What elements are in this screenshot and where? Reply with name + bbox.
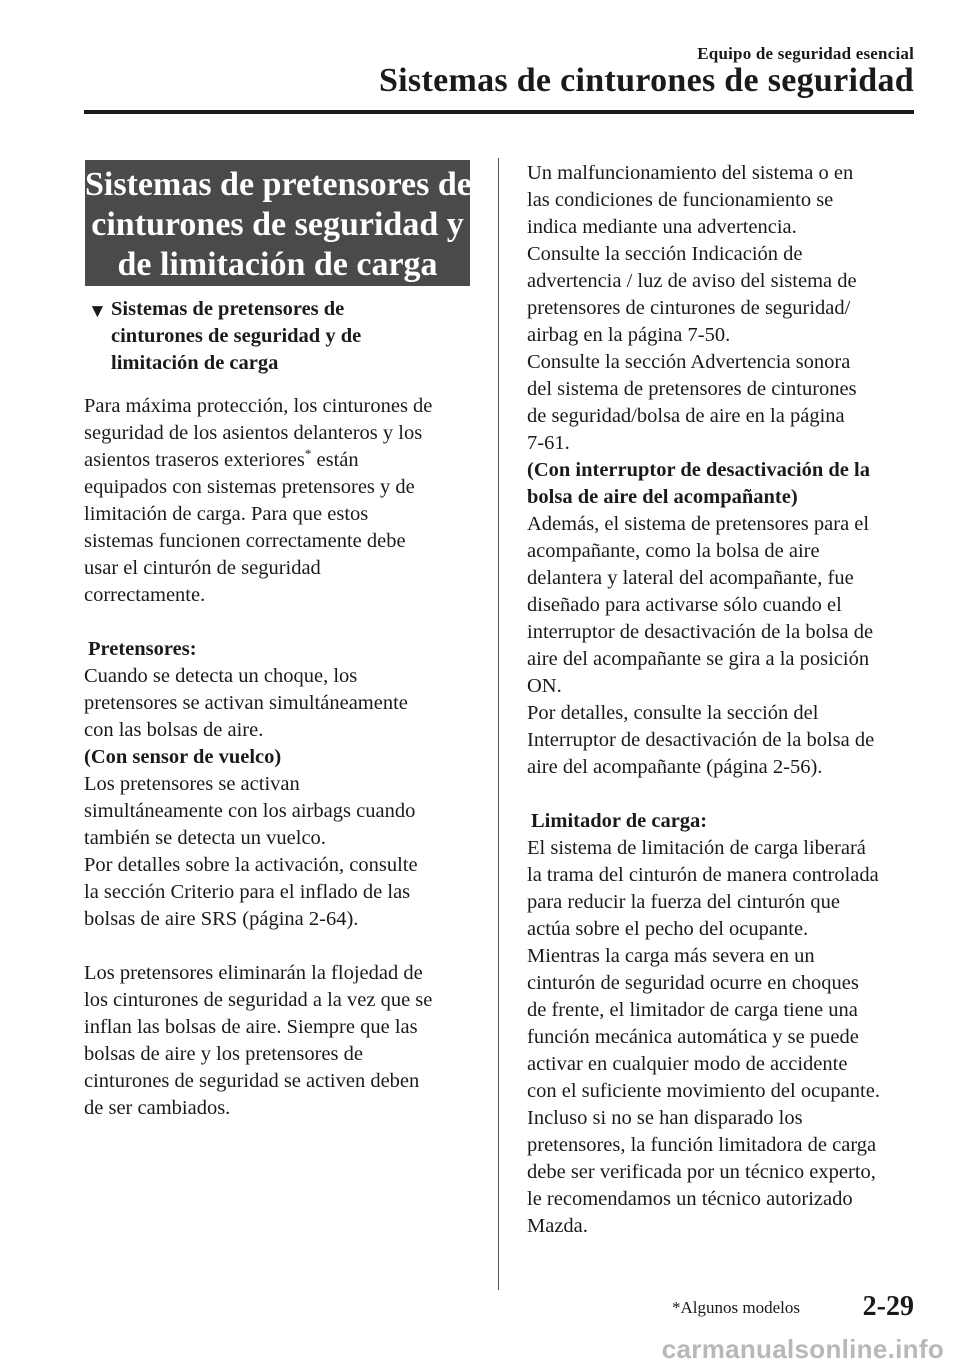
text-line: Un malfuncionamiento del sistema o en [527, 162, 854, 184]
text-line: correctamente. [84, 584, 206, 606]
text-line: 7-61. [527, 432, 570, 454]
watermark: carmanualsonline.info [661, 1334, 944, 1364]
text-line: la sección Criterio para el inflado de las [84, 881, 411, 903]
page-number: 2-29 [862, 1291, 914, 1322]
text-line: usar el cinturón de seguridad [84, 557, 321, 579]
subheading-line: cinturones de seguridad y de [111, 325, 362, 347]
text-line: ON. [527, 675, 562, 697]
text-line: con el suficiente movimiento del ocupante. [527, 1080, 880, 1102]
text-line: Por detalles sobre la activación, consulte [84, 854, 418, 876]
text-line: también se detecta un vuelco. [84, 827, 326, 849]
banner-line: de limitación de carga [117, 246, 438, 283]
text-line: del sistema de pretensores de cinturones [527, 378, 857, 400]
footnote-mark: * [304, 446, 312, 461]
text-line: pretensores se activan simultáneamente [84, 692, 408, 714]
text-line: delantera y lateral del acompañante, fue [527, 567, 854, 589]
text-line: Por detalles, consulte la sección del [527, 702, 819, 724]
text-line: función mecánica automática y se puede [527, 1026, 859, 1048]
text-line: para reducir la fuerza del cinturón que [527, 891, 841, 913]
text-line: Los pretensores se activan [84, 773, 300, 795]
limiter-heading: Limitador de carga: [531, 810, 708, 832]
text-line: limitación de carga. Para que estos [84, 503, 369, 525]
text-line: Consulte la sección Indicación de [527, 243, 803, 265]
subheading-line: limitación de carga [111, 352, 279, 374]
banner-line: cinturones de seguridad y [91, 206, 464, 243]
text-line: Consulte la sección Advertencia sonora [527, 351, 851, 373]
text-line: interruptor de desactivación de la bolsa de [527, 621, 874, 643]
text-line: Para máxima protección, los cinturones de [84, 395, 433, 417]
text-line: Interruptor de desactivación de la bolsa de [527, 729, 875, 751]
text-line: diseñado para activarse sólo cuando el [527, 594, 842, 616]
text-line [84, 447, 432, 474]
text-line: Además, el sistema de pretensores para el [527, 513, 870, 535]
text-line: bolsas de aire SRS (página 2-64). [84, 908, 359, 930]
text-line: equipados con sistemas pretensores y de [84, 476, 415, 498]
header-divider [84, 110, 914, 114]
text-line: Incluso si no se han disparado los [527, 1107, 803, 1129]
rollover-heading: (Con sensor de vuelco) [84, 746, 282, 768]
text-line: inflan las bolsas de aire. Siempre que las [84, 1016, 418, 1038]
text-line: activar en cualquier modo de accidente [527, 1053, 848, 1075]
chapter-label: Equipo de seguridad esencial [697, 44, 914, 63]
text-line: de ser cambiados. [84, 1097, 231, 1119]
text-line: airbag en la página 7-50. [527, 324, 731, 346]
triangle-down-icon: ▼ [88, 301, 107, 322]
column-divider [498, 158, 499, 1290]
text-line: le recomendamos un técnico autorizado [527, 1188, 853, 1210]
text-line: Mientras la carga más severa en un [527, 945, 815, 967]
text-line: El sistema de limitación de carga liberará [527, 837, 866, 859]
text-line: sistemas funcionen correctamente debe [84, 530, 406, 552]
text-line: indica mediante una advertencia. [527, 216, 797, 238]
text-line: actúa sobre el pecho del ocupante. [527, 918, 809, 940]
text-line: de frente, el limitador de carga tiene una [527, 999, 858, 1021]
subheading-line: Sistemas de pretensores de [111, 298, 345, 320]
text-line: debe ser verificada por un técnico experto, [527, 1161, 876, 1183]
text-line: advertencia / luz de aviso del sistema de [527, 270, 857, 292]
footnote: *Algunos modelos [672, 1298, 800, 1317]
text-line: con las bolsas de aire. [84, 719, 264, 741]
section-banner [85, 160, 470, 286]
text-line: Los pretensores eliminarán la flojedad de [84, 962, 423, 984]
text-line: los cinturones de seguridad a la vez que se [84, 989, 433, 1011]
subheading [88, 296, 478, 377]
text-line: las condiciones de funcionamiento se [527, 189, 834, 211]
text-line: simultáneamente con los airbags cuando [84, 800, 416, 822]
text-line: de seguridad/bolsa de aire en la página [527, 405, 845, 427]
text-line: aire del acompañante (página 2-56). [527, 756, 823, 778]
switch-heading: (Con interruptor de desactivación de la [527, 459, 870, 481]
text-line: bolsas de aire y los pretensores de [84, 1043, 363, 1065]
pretensores-heading: Pretensores: [88, 638, 197, 660]
text-fragment: están [311, 449, 359, 471]
text-line: Mazda. [527, 1215, 588, 1237]
text-line: cinturones de seguridad se activen deben [84, 1070, 420, 1092]
right-column [527, 160, 880, 1240]
text-line: seguridad de los asientos delanteros y los [84, 422, 423, 444]
page-title: Sistemas de cinturones de seguridad [378, 62, 914, 99]
text-fragment: asientos traseros exteriores [84, 449, 305, 471]
text-line: Cuando se detecta un choque, los [84, 665, 358, 687]
text-line: pretensores de cinturones de seguridad/ [527, 297, 851, 319]
text-line: aire del acompañante se gira a la posición [527, 648, 870, 670]
text-line: acompañante, como la bolsa de aire [527, 540, 820, 562]
text-line: la trama del cinturón de manera controlada [527, 864, 879, 886]
text-line: cinturón de seguridad ocurre en choques [527, 972, 859, 994]
left-column [84, 393, 432, 1122]
text-line: pretensores, la función limitadora de carga [527, 1134, 877, 1156]
banner-line: Sistemas de pretensores de [85, 166, 472, 203]
switch-heading: bolsa de aire del acompañante) [527, 486, 798, 508]
